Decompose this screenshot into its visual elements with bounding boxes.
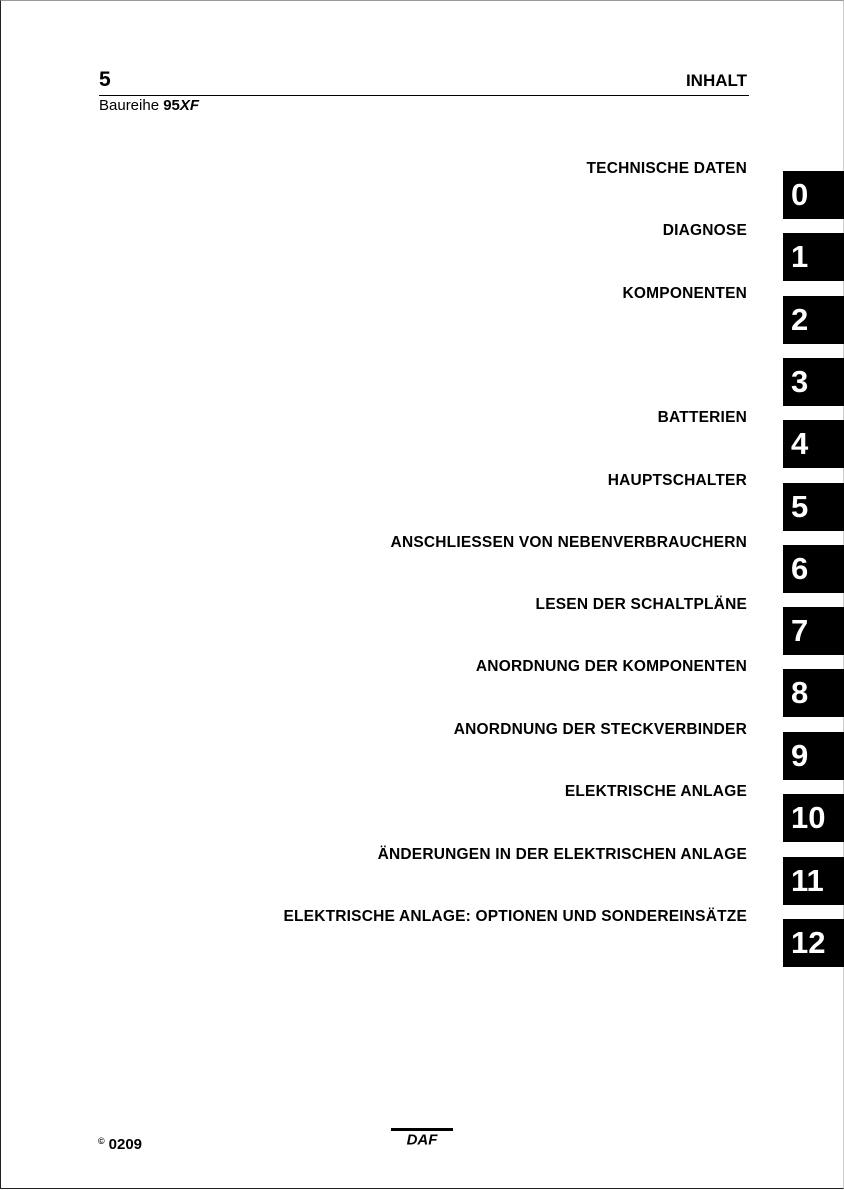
series-model: XF [179, 97, 200, 114]
toc-label: ELEKTRISCHE ANLAGE: OPTIONEN UND SONDEREINSÄTZE [283, 908, 747, 925]
toc-tab[interactable]: 5 [783, 483, 844, 531]
toc-tab[interactable]: 2 [783, 296, 844, 344]
series-number: 95 [163, 97, 180, 114]
toc-tab[interactable]: 4 [783, 420, 844, 468]
toc-tab[interactable]: 8 [783, 669, 844, 717]
toc-item-0[interactable] [1, 160, 844, 212]
section-number: 5 [99, 68, 111, 91]
toc-label: BATTERIEN [657, 409, 747, 426]
series-label: Baureihe [99, 97, 160, 114]
toc-label: LESEN DER SCHALTPLÄNE [535, 596, 747, 613]
toc-label: HAUPTSCHALTER [607, 472, 747, 489]
toc-label: KOMPONENTEN [622, 285, 747, 302]
toc-tab[interactable]: 9 [783, 732, 844, 780]
copyright-symbol: © [98, 1136, 105, 1146]
logo-text: DAF [406, 1131, 438, 1146]
print-code: 0209 [108, 1136, 143, 1153]
toc-tab[interactable]: 6 [783, 545, 844, 593]
toc-item-10[interactable] [1, 783, 844, 835]
toc-label: DIAGNOSE [662, 222, 747, 239]
toc-tab[interactable]: 7 [783, 607, 844, 655]
toc-label: ANORDNUNG DER STECKVERBINDER [453, 721, 747, 738]
toc-item-3[interactable] [1, 347, 844, 399]
toc-item-11[interactable] [1, 846, 844, 898]
toc-tab[interactable]: 3 [783, 358, 844, 406]
toc-tab[interactable]: 10 [783, 794, 844, 842]
toc-item-2[interactable] [1, 285, 844, 337]
toc-tab[interactable]: 12 [783, 919, 844, 967]
toc-item-12[interactable] [1, 908, 844, 960]
toc-item-8[interactable] [1, 658, 844, 710]
toc-label: ELEKTRISCHE ANLAGE [564, 783, 747, 800]
toc-item-7[interactable] [1, 596, 844, 648]
toc-label: ANORDNUNG DER KOMPONENTEN [475, 658, 747, 675]
toc-item-4[interactable] [1, 409, 844, 461]
table-of-contents [1, 1, 844, 1190]
toc-label: ÄNDERUNGEN IN DER ELEKTRISCHEN ANLAGE [377, 846, 747, 863]
toc-tab[interactable]: 1 [783, 233, 844, 281]
toc-label: ANSCHLIESSEN VON NEBENVERBRAUCHERN [390, 534, 747, 551]
toc-tab[interactable]: 11 [783, 857, 844, 905]
copyright-code [98, 1132, 142, 1154]
toc-item-1[interactable] [1, 222, 844, 274]
toc-item-6[interactable] [1, 534, 844, 586]
toc-label: TECHNISCHE DATEN [586, 160, 747, 177]
toc-item-9[interactable] [1, 721, 844, 773]
daf-logo-icon [391, 1128, 453, 1146]
toc-item-5[interactable] [1, 472, 844, 524]
toc-tab[interactable]: 0 [783, 171, 844, 219]
page-title: INHALT [685, 71, 747, 90]
